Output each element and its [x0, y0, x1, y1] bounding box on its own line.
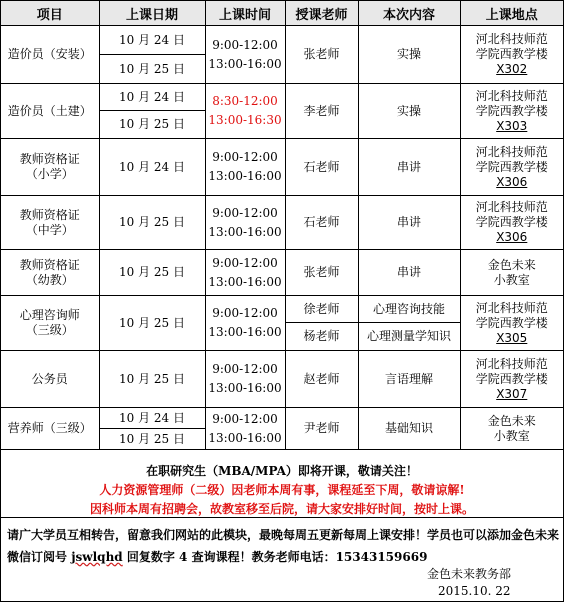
project-line: 心理咨询师: [19, 308, 80, 322]
wechat-id: jswlqhd: [71, 550, 123, 564]
location-line: 学院西教学楼: [475, 159, 548, 174]
date-cell: 10 月 25 日: [99, 296, 205, 351]
location-line: 学院西教学楼: [475, 215, 548, 229]
content-cell: 心理测量学知识: [358, 323, 460, 351]
project-line: 教师资格证: [19, 207, 80, 222]
time-cell: [205, 250, 285, 296]
time-morning: 9:00-12:00: [212, 37, 278, 52]
project-cell: 造价员（土建）: [1, 84, 99, 139]
location-line: 小教室: [493, 428, 530, 443]
location-line: 金色未来: [487, 257, 536, 272]
footer-text-after: 回复数字 4 查询课程！教务老师电话：15343159669: [122, 550, 428, 564]
time-morning: 9:00-12:00: [212, 362, 278, 376]
time-cell: [205, 408, 285, 450]
time-afternoon: 13:00-16:00: [208, 274, 282, 289]
time-cell: [205, 351, 285, 408]
header-row: [1, 1, 563, 26]
location-cell: [460, 296, 563, 351]
time-afternoon: 13:00-16:00: [208, 430, 282, 445]
notice-hr-postponed: 人力资源管理师（二级）因老师本周有事，课程延至下周，敬请谅解!: [99, 483, 465, 497]
project-cell: [1, 250, 99, 296]
header-date: 上课日期: [99, 1, 205, 26]
location-cell: [460, 408, 563, 450]
time-afternoon: 13:00-16:00: [208, 169, 282, 183]
footer-announcement: [7, 524, 559, 568]
location-line: 小教室: [493, 272, 530, 287]
project-cell: 公务员: [1, 351, 99, 408]
project-line: （幼教）: [25, 272, 74, 287]
time-afternoon: 13:00-16:30: [208, 113, 282, 127]
table-row: [1, 250, 563, 296]
content-cell: 串讲: [358, 139, 460, 196]
header-location: 上课地点: [460, 1, 563, 26]
location-line: 学院西教学楼: [475, 371, 548, 386]
location-line: 河北科技师范: [475, 300, 548, 315]
location-line: 河北科技师范: [475, 32, 548, 46]
date-cell: 10 月 25 日: [99, 351, 205, 408]
location-line: 学院西教学楼: [475, 103, 548, 118]
table-row: [1, 408, 563, 429]
date-cell: 10 月 25 日: [99, 55, 205, 84]
date-cell: 10 月 24 日: [99, 139, 205, 196]
time-afternoon: 13:00-16:00: [208, 56, 282, 71]
project-line: （小学）: [25, 167, 74, 181]
teacher-cell: 徐老师: [285, 296, 358, 323]
table-row: [1, 84, 563, 111]
header-time: 上课时间: [205, 1, 285, 26]
date-cell: 10 月 24 日: [99, 26, 205, 55]
content-cell: 实操: [358, 84, 460, 139]
header-project: 项目: [1, 1, 99, 26]
content-cell: 实操: [358, 26, 460, 84]
location-cell: [460, 250, 563, 296]
location-line: 河北科技师范: [475, 144, 548, 159]
time-afternoon: 13:00-16:00: [208, 381, 282, 395]
location-cell: [460, 351, 563, 408]
content-cell: 串讲: [358, 196, 460, 250]
teacher-cell: 石老师: [285, 139, 358, 196]
location-line: 河北科技师范: [475, 200, 548, 214]
location-line: 金色未来: [487, 413, 536, 428]
time-morning: 9:00-12:00: [212, 150, 278, 164]
schedule-table: [1, 1, 563, 450]
time-morning: 9:00-12:00: [212, 205, 278, 220]
project-cell: [1, 196, 99, 250]
room-number: X307: [496, 386, 528, 401]
project-cell: 营养师（三级）: [1, 408, 99, 450]
time-morning: 9:00-12:00: [212, 255, 278, 270]
table-row: [1, 296, 563, 323]
time-morning: 8:30-12:00: [212, 94, 278, 108]
project-cell: 造价员（安装）: [1, 26, 99, 84]
project-line: （三级）: [25, 323, 74, 337]
time-morning: 9:00-12:00: [212, 306, 278, 320]
teacher-cell: 石老师: [285, 196, 358, 250]
date-cell: 10 月 25 日: [99, 111, 205, 139]
time-cell: [205, 139, 285, 196]
time-morning: 9:00-12:00: [212, 411, 278, 426]
footer: [1, 517, 563, 602]
location-cell: [460, 139, 563, 196]
table-row: [1, 351, 563, 408]
room-number: X305: [496, 330, 528, 345]
teacher-cell: 尹老师: [285, 408, 358, 450]
location-line: 学院西教学楼: [475, 315, 548, 330]
date-cell: 10 月 24 日: [99, 408, 205, 429]
notice-classroom-moved: 因科师本周有招聘会，故教室移至后院，请大家安排好时间，按时上课。: [89, 502, 474, 516]
header-teacher: 授课老师: [285, 1, 358, 26]
location-line: 河北科技师范: [475, 356, 548, 371]
room-number: X302: [496, 62, 528, 76]
teacher-cell: 李老师: [285, 84, 358, 139]
room-number: X303: [496, 118, 528, 133]
location-line: 河北科技师范: [475, 88, 548, 103]
content-cell: 言语理解: [358, 351, 460, 408]
table-row: [1, 139, 563, 196]
project-line: 教师资格证: [19, 257, 80, 272]
time-cell: [205, 296, 285, 351]
table-row: [1, 26, 563, 55]
teacher-cell: 张老师: [285, 250, 358, 296]
date-cell: 10 月 25 日: [99, 250, 205, 296]
time-afternoon: 13:00-16:00: [208, 325, 282, 339]
time-cell: [205, 196, 285, 250]
time-afternoon: 13:00-16:00: [208, 224, 282, 239]
signature-date: 2015.10. 22: [438, 584, 511, 598]
date-cell: 10 月 25 日: [99, 429, 205, 450]
project-line: （中学）: [25, 222, 74, 237]
teacher-cell: 杨老师: [285, 323, 358, 351]
teacher-cell: 赵老师: [285, 351, 358, 408]
project-cell: [1, 296, 99, 351]
content-cell: 基础知识: [358, 408, 460, 450]
project-line: 教师资格证: [19, 152, 80, 166]
location-cell: [460, 196, 563, 250]
location-line: 学院西教学楼: [475, 47, 548, 61]
room-number: X306: [496, 230, 528, 244]
signature: 金色未来教务部: [427, 567, 512, 581]
content-cell: 心理咨询技能: [358, 296, 460, 323]
date-cell: 10 月 25 日: [99, 196, 205, 250]
time-cell: [205, 26, 285, 84]
table-row: [1, 196, 563, 250]
location-cell: [460, 26, 563, 84]
time-cell: [205, 84, 285, 139]
project-cell: [1, 139, 99, 196]
notice-mba: 在职研究生（MBA/MPA）即将开课，敬请关注！: [146, 464, 418, 478]
footer-text-before: 请广大学员互相转告，留意我们网站的此模块，最晚每周五更新每周上课安排！学员也可以添加金色未来微信订阅号: [7, 528, 560, 564]
teacher-cell: 张老师: [285, 26, 358, 84]
date-cell: 10 月 24 日: [99, 84, 205, 111]
header-content: 本次内容: [358, 1, 460, 26]
content-cell: 串讲: [358, 250, 460, 296]
location-cell: [460, 84, 563, 139]
room-number: X306: [496, 174, 528, 189]
